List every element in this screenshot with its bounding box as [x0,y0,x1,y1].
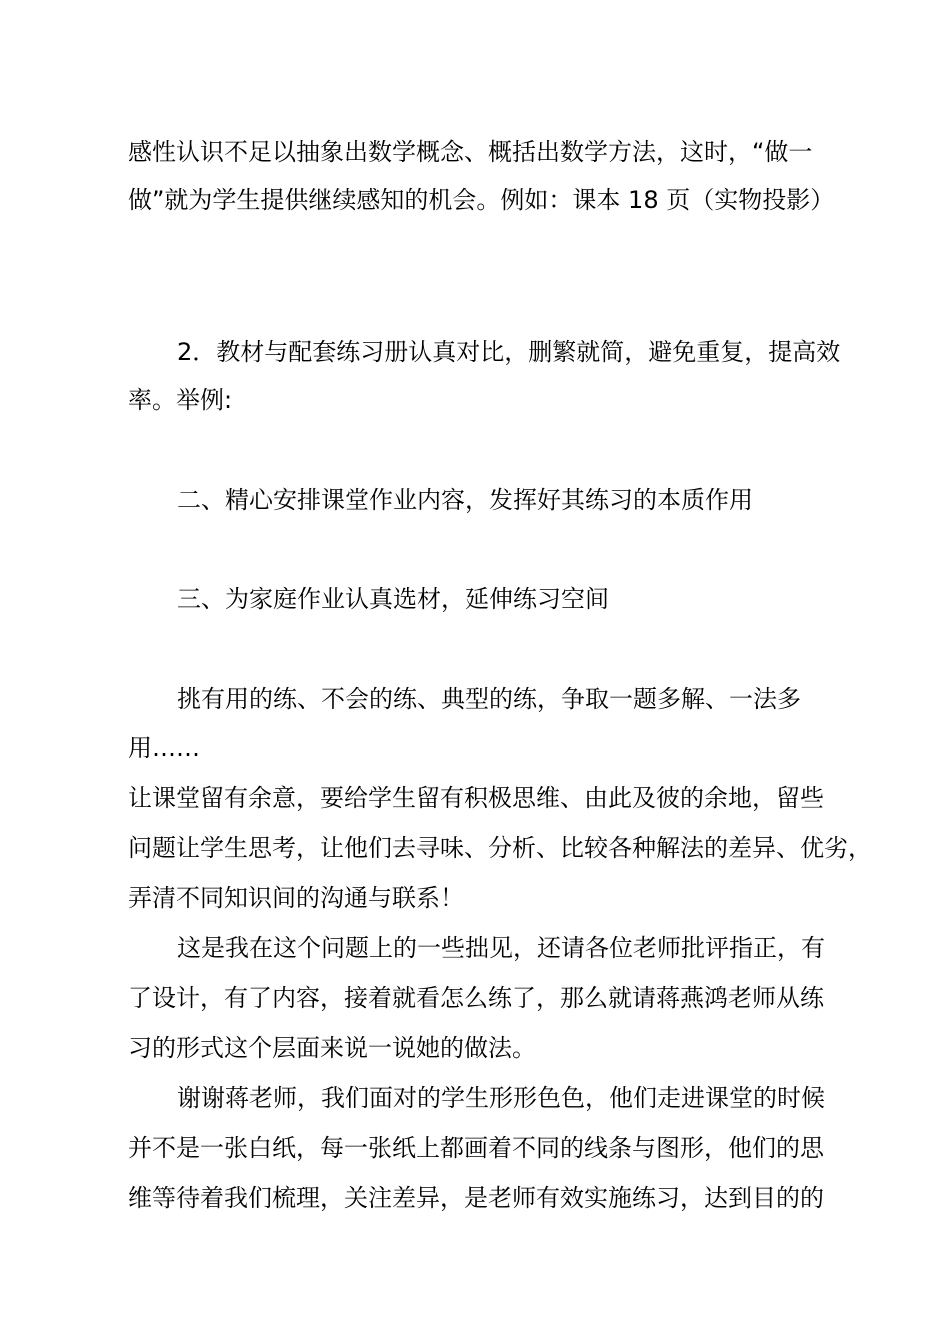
text-line: 感性认识不足以抽象出数学概念、概括出数学方法，这时，“做一 [128,138,813,166]
text-line: 并不是一张白纸，每一张纸上都画着不同的线条与图形，他们的思 [128,1134,824,1162]
text-line: 让课堂留有余意，要给学生留有积极思维、由此及彼的余地，留些 [128,784,824,812]
text-line: 用…… [128,734,200,762]
paragraph-heading: 2．教材与配套练习册认真对比，删繁就简，避免重复，提高效 [177,338,841,366]
section-heading: 三、为家庭作业认真选材，延伸练习空间 [177,585,609,613]
text-line: 挑有用的练、不会的练、典型的练，争取一题多解、一法多 [177,685,801,713]
text-line: 做”就为学生提供继续感知的机会。例如：课本 18 页（实物投影） [128,186,835,214]
text-line: 率。举例: [128,386,233,414]
section-heading: 二、精心安排课堂作业内容，发挥好其练习的本质作用 [177,486,753,514]
text-line: 了设计，有了内容，接着就看怎么练了，那么就请蒋燕鸿老师从练 [128,984,824,1012]
text-line: 谢谢蒋老师，我们面对的学生形形色色，他们走进课堂的时候 [177,1084,825,1112]
text-line: 弄清不同知识间的沟通与联系！ [128,884,464,912]
text-line: 问题让学生思考，让他们去寻味、分析、比较各种解法的差异、优劣， [128,834,872,862]
text-line: 习的形式这个层面来说一说她的做法。 [128,1034,536,1062]
text-line: 这是我在这个问题上的一些拙见，还请各位老师批评指正，有 [177,934,825,962]
text-line: 维等待着我们梳理，关注差异，是老师有效实施练习，达到目的的 [128,1184,824,1212]
